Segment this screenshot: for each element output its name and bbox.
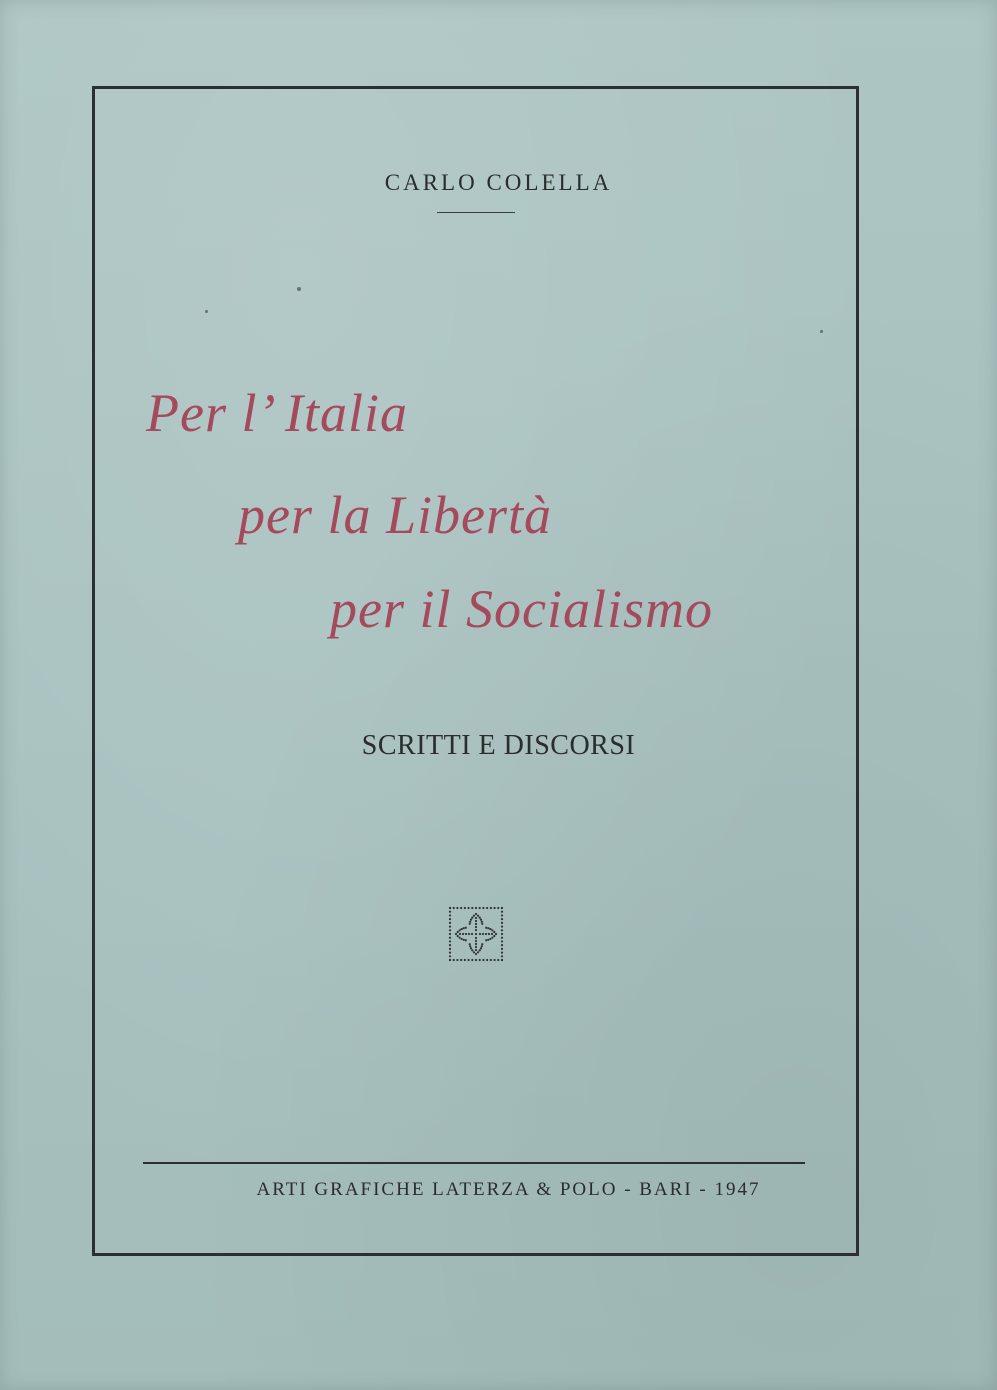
cover-border-frame: [92, 86, 859, 1256]
paper-speck: [205, 310, 208, 313]
author-divider: [437, 212, 515, 213]
title-line-1: Per l’ Italia: [146, 383, 408, 443]
publisher-imprint: ARTI GRAFICHE LATERZA & POLO - BARI - 1947: [256, 1179, 761, 1200]
dotted-cross-ornament-icon: [448, 906, 504, 962]
title-line-2: per la Libertà: [238, 485, 553, 545]
imprint-divider: [143, 1162, 805, 1164]
paper-speck: [297, 287, 301, 291]
author-name: CARLO COLELLA: [384, 170, 613, 195]
title-line-3: per il Socialismo: [330, 579, 713, 639]
subtitle: SCRITTI E DISCORSI: [361, 730, 636, 761]
paper-speck: [820, 330, 823, 333]
